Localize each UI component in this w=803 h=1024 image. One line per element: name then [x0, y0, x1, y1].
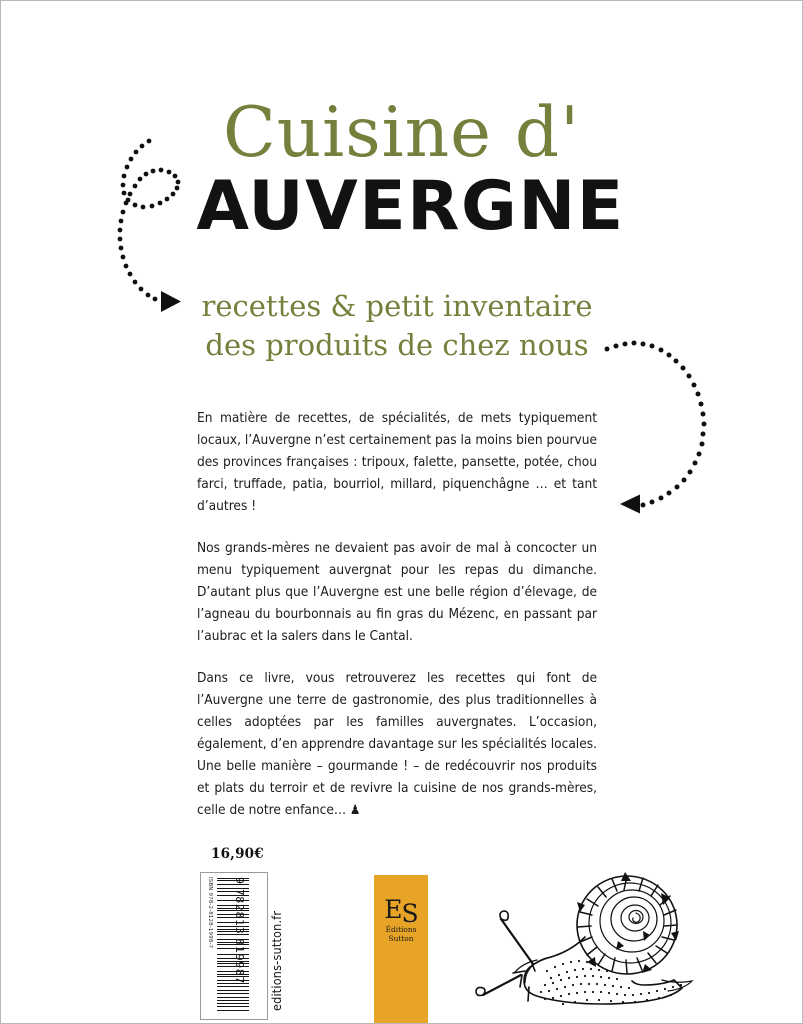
- publisher-logo-e: E: [384, 895, 402, 924]
- page-title-main: AUVERGNE: [196, 167, 625, 246]
- publisher-name-line-1: Éditions: [385, 925, 417, 934]
- barcode: [200, 872, 268, 1020]
- barcode-isbn-text: ISBN 978-2-8128-1998-7: [207, 877, 213, 949]
- website-url[interactable]: editions-sutton.fr: [269, 910, 284, 1011]
- publisher-logo-s: S: [401, 899, 418, 928]
- description-paragraph-3-text: Dans ce livre, vous retrouverez les recettes qui font de l’Auvergne une terre de gastronomie, des plus traditionnelles à celles adoptées par les familles auvergnates. L’occasion, également, d’en apprendre davantage sur les spécialités locales. Une belle manière – gourmande ! – de redécouvrir nos produits et plats du terroir et de revivre la cuisine de nos grands-mères, celle de notre enfance…: [197, 670, 597, 819]
- page-title-script: Cuisine d': [222, 93, 581, 173]
- snail-illustration-icon: [475, 863, 701, 1021]
- description-paragraph-1: En matière de recettes, de spécialités, de mets typiquement locaux, l’Auvergne n’est certainement pas la moins bien pourvue des provinces françaises : tripoux, falette, pansette, potée, chou farci, truffade, patia, bourriol, millard, piquenchâgne … et tant d’autres !: [197, 410, 597, 515]
- price-label: 16,90€: [211, 846, 264, 862]
- subtitle-line-2: des produits de chez nous: [205, 327, 589, 362]
- description-text: [197, 407, 597, 821]
- subtitle: [197, 287, 597, 364]
- description-paragraph-2: Nos grands-mères ne devaient pas avoir de mal à concocter un menu typiquement auvergnat pour les repas du dimanche. D’autant plus que l’Auvergne est une belle région d’élevage, de l’agneau du bourbonnais au fin gras du Mézenc, en passant par l’aubrac et la salers dans le Cantal.: [197, 540, 597, 645]
- subtitle-line-1: recettes & petit inventaire: [201, 289, 593, 323]
- publisher-name-line-2: Sutton: [388, 934, 414, 944]
- publisher-logo: [374, 875, 428, 1024]
- dotted-arc-arrow-icon: [597, 327, 727, 547]
- publisher-name: [374, 925, 428, 944]
- description-paragraph-3: [197, 667, 597, 821]
- cooking-pot-icon: ♟: [350, 803, 361, 819]
- publisher-logo-mark: [374, 895, 428, 928]
- barcode-digits: 9 782813 819987: [233, 877, 246, 984]
